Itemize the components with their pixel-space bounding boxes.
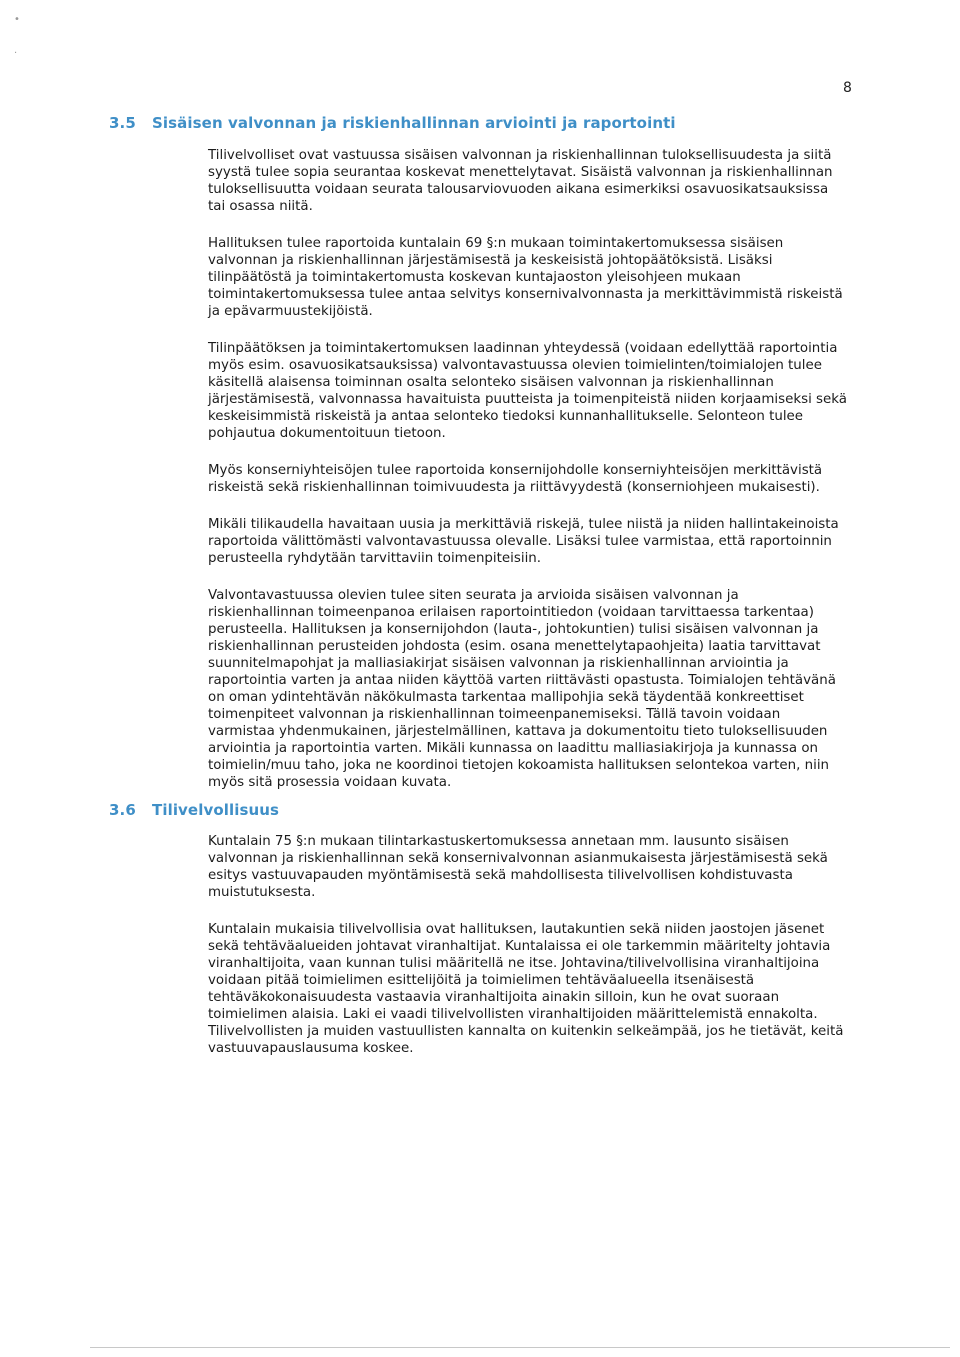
section-body-3-6 (208, 833, 848, 1057)
scan-mark-top: • (14, 14, 20, 25)
section-number: 3.5 (109, 114, 136, 132)
section-heading-3-6 (109, 801, 279, 819)
page-number: 8 (843, 80, 852, 96)
paragraph: Myös konserniyhteisöjen tulee raportoida konsernijohdolle konserniyhteisöjen merkittävistä riskeistä sekä riskienhallinnan toimivuudesta ja riittävyydestä (konserniohjeen mukaisesti). (208, 463, 823, 495)
paragraph: Mikäli tilikaudella havaitaan uusia ja merkittäviä riskejä, tulee niistä ja niiden hallintakeinoista raportoida välittömästi valvontavastuussa olevalle. Lisäksi tulee varmistaa, että raportoinnin perusteella ryhdytään tarvittaviin toimenpiteisiin. (208, 517, 839, 566)
section-body-3-5 (208, 147, 848, 791)
paragraph: Tilinpäätöksen ja toimintakertomuksen laadinnan yhteydessä (voidaan edellyttää raportointia myös esim. osavuosikatsauksissa) valvontavastuussa olevien toimielinten/toimialojen tulee käsitellä alaisensa toiminnan osalta selonteko sisäisen valvonnan ja riskienhallinnan järjestämisestä, valvonnassa havaituista puutteista ja toimenpiteistä niiden korjaamiseksi sekä keskeisimmistä riskeistä ja antaa selonteko tiedoksi kunnanhallitukselle. Selonteon tulee pohjautua dokumentoituun tietoon. (208, 341, 847, 441)
paragraph: Kuntalain mukaisia tilivelvollisia ovat hallituksen, lautakuntien sekä niiden jaostojen jäsenet sekä tehtäväalueiden johtavat viranhaltijat. Kuntalaissa ei ole tarkemmin määritelty johtavia viranhaltijoita, vaan kunnan tulisi määritellä ne itse. Johtavina/tilivelvollisina viranhaltijoina voidaan pitää toimielimen esittelijöitä ja toimielimen tehtäväalueella itsenäisestä tehtäväkokonaisuudesta vastaavia viranhaltijoita ainakin silloin, kun he ovat suoraan toimielimen alaisia. Laki ei vaadi tilivelvollisten viranhaltijoiden määrittelemistä ennakolta. Tilivelvollisten ja muiden vastuullisten kannalta on kuitenkin selkeämpää, jos he tietävät, keitä vastuuvapauslausuma koskee. (208, 922, 844, 1056)
scan-edge-line (90, 1347, 950, 1348)
section-title: Tilivelvollisuus (152, 801, 280, 819)
paragraph: Hallituksen tulee raportoida kuntalain 69 §:n mukaan toimintakertomuksessa sisäisen valvonnan ja riskienhallinnan järjestämisestä ja keskeisistä johtopäätöksistä. Lisäksi tilinpäätöstä ja toimintakertomusta koskevan kuntajaoston yleisohjeen mukaan toimintakertomuksessa tulee antaa selvitys konsernivalvonnasta ja merkittävimmistä riskeistä ja epävarmuustekijöistä. (208, 236, 843, 319)
scan-mark-second: · (14, 48, 18, 59)
paragraph: Tilivelvolliset ovat vastuussa sisäisen valvonnan ja riskienhallinnan tuloksellisuudesta ja siitä syystä tulee sopia seurantaa koskevat menettelytavat. Sisäistä valvonnan ja riskienhallinnan tuloksellisuutta voidaan seurata talousarviovuoden aikana esimerkiksi osavuosikatsauksissa tai osassa niitä. (208, 148, 833, 214)
section-heading-3-5 (109, 114, 676, 132)
paragraph: Valvontavastuussa olevien tulee siten seurata ja arvioida sisäisen valvonnan ja riskienhallinnan toimeenpanoa erilaisen raportointitiedon (voidaan tarvittaessa tarkentaa) perusteella. Hallituksen ja konsernijohdon (lauta-, johtokuntien) tulisi sisäisen valvonnan ja riskienhallinnan perusteiden johdosta (esim. osana menettelytapaohjeita) laatia tarvittavat suunnitelmapohjat ja malliasiakirjat sisäisen valvonnan ja riskienhallinnan arviointia ja raportointia varten ja antaa niiden käyttöä varten riittävästi opastusta. Toimialojen tehtävänä on oman ydintehtävän näkökulmasta tarkentaa mallipohjia sekä täydentää konkreettiset toimenpiteet valvonnan ja riskienhallinnan toimeenpanemiseksi. Tällä tavoin voidaan varmistaa yhdenmukainen, järjestelmällinen, kattava ja dokumentoitu tieto tuloksellisuuden arviointia ja raportointia varten. Mikäli kunnassa on laadittu malliasiakirjoja ja kunnassa on toimielin/muu taho, joka ne koordinoi tietojen kokoamista hallituksen selontekoa varten, niin myös sitä prosessia voidaan kuvata. (208, 588, 836, 790)
section-number: 3.6 (109, 801, 136, 819)
section-title: Sisäisen valvonnan ja riskienhallinnan arviointi ja raportointi (152, 114, 676, 132)
paragraph: Kuntalain 75 §:n mukaan tilintarkastuskertomuksessa annetaan mm. lausunto sisäisen valvonnan ja riskienhallinnan sekä konsernivalvonnan asianmukaisesta järjestämisestä sekä esitys vastuuvapauden myöntämisestä sekä mahdollisesta tilivelvollisen kohdistuvasta muistutuksesta. (208, 834, 828, 900)
